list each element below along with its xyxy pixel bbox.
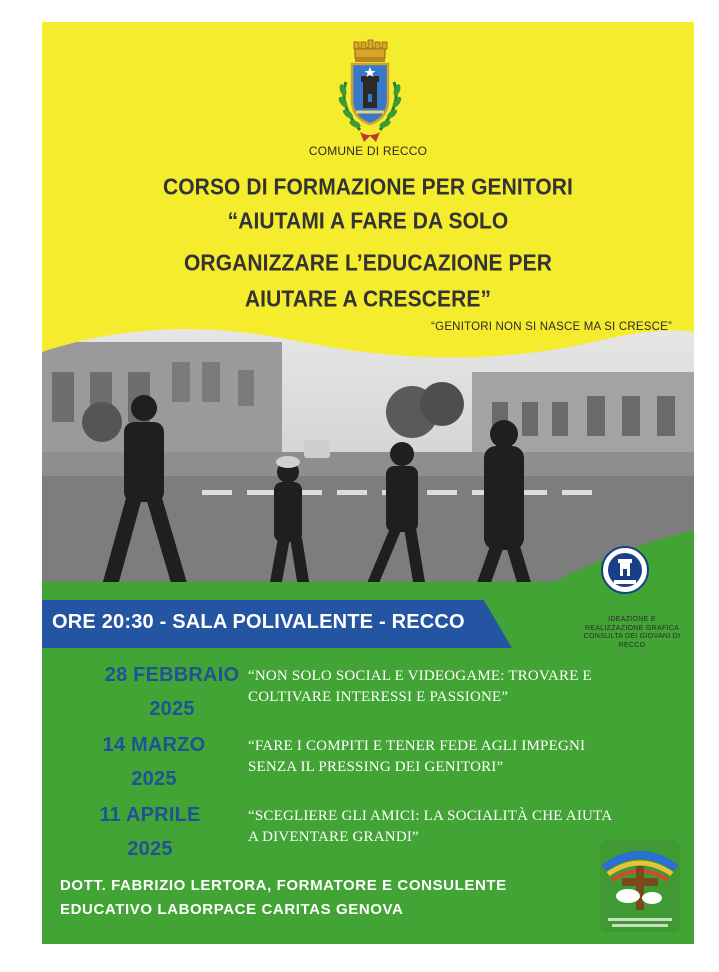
- event-topic-2-line-1: “FARE I COMPITI E TENER FEDE AGLI IMPEGNI: [248, 738, 586, 754]
- laborpace-caritas-logo-icon: [598, 838, 682, 934]
- time-place-text: ORE 20:30 - SALA POLIVALENTE - RECCO: [52, 611, 465, 633]
- consulta-giovani-logo-icon: [600, 542, 650, 598]
- recco-crest-icon: [330, 38, 410, 146]
- poster: [42, 22, 694, 944]
- event-topic-3-line-1: “SCEGLIERE GLI AMICI: LA SOCIALITÀ CHE AIUTA: [248, 808, 613, 824]
- event-topic-1-line-2: COLTIVARE INTERESSI E PASSIONE”: [248, 689, 509, 705]
- event-date-1-year: 2025: [149, 698, 195, 720]
- event-date-1: [72, 658, 272, 726]
- event-topic-1-line-1: “NON SOLO SOCIAL E VIDEOGAME: TROVARE E: [248, 668, 592, 684]
- comune-label: COMUNE DI RECCO: [308, 144, 428, 158]
- title-line-2: “AIUTAMI A FARE DA SOLO: [227, 209, 509, 234]
- credit-line-1: IDEAZIONE E: [608, 616, 656, 623]
- event-topic-1: [248, 666, 668, 708]
- event-date-3: [50, 798, 250, 866]
- title-line-1: CORSO DI FORMAZIONE PER GENITORI: [162, 175, 573, 200]
- event-date-2-year: 2025: [131, 768, 177, 790]
- credit-line-3: CONSULTA DEI GIOVANI DI: [583, 633, 681, 640]
- speaker-line-2: EDUCATIVO LABORPACE CARITAS GENOVA: [60, 901, 404, 918]
- speaker-info: [60, 874, 620, 922]
- event-topic-2: [248, 736, 668, 778]
- title-line-3: ORGANIZZARE L’EDUCAZIONE PER: [184, 251, 552, 276]
- event-date-1-day: 28 FEBBRAIO: [104, 664, 240, 686]
- credit-line-4: RECCO: [618, 641, 646, 649]
- event-date-3-day: 11 APRILE: [99, 804, 201, 826]
- credit-line-2: REALIZZAZIONE GRAFICA: [584, 624, 680, 632]
- event-date-3-year: 2025: [127, 838, 173, 860]
- subtitle-quote: “GENITORI NON SI NASCE MA SI CRESCE”: [431, 321, 672, 333]
- event-date-2-day: 14 MARZO: [102, 734, 206, 756]
- graphic-credit: [578, 616, 686, 650]
- speaker-line-1: DOTT. FABRIZIO LERTORA, FORMATORE E CONSULENTE: [60, 877, 507, 894]
- event-topic-3-line-2: A DIVENTARE GRANDI”: [248, 829, 419, 845]
- event-date-2: [54, 728, 254, 796]
- event-topic-2-line-2: SENZA IL PRESSING DEI GENITORI”: [248, 759, 504, 775]
- title-line-4: AIUTARE A CRESCERE”: [244, 287, 492, 312]
